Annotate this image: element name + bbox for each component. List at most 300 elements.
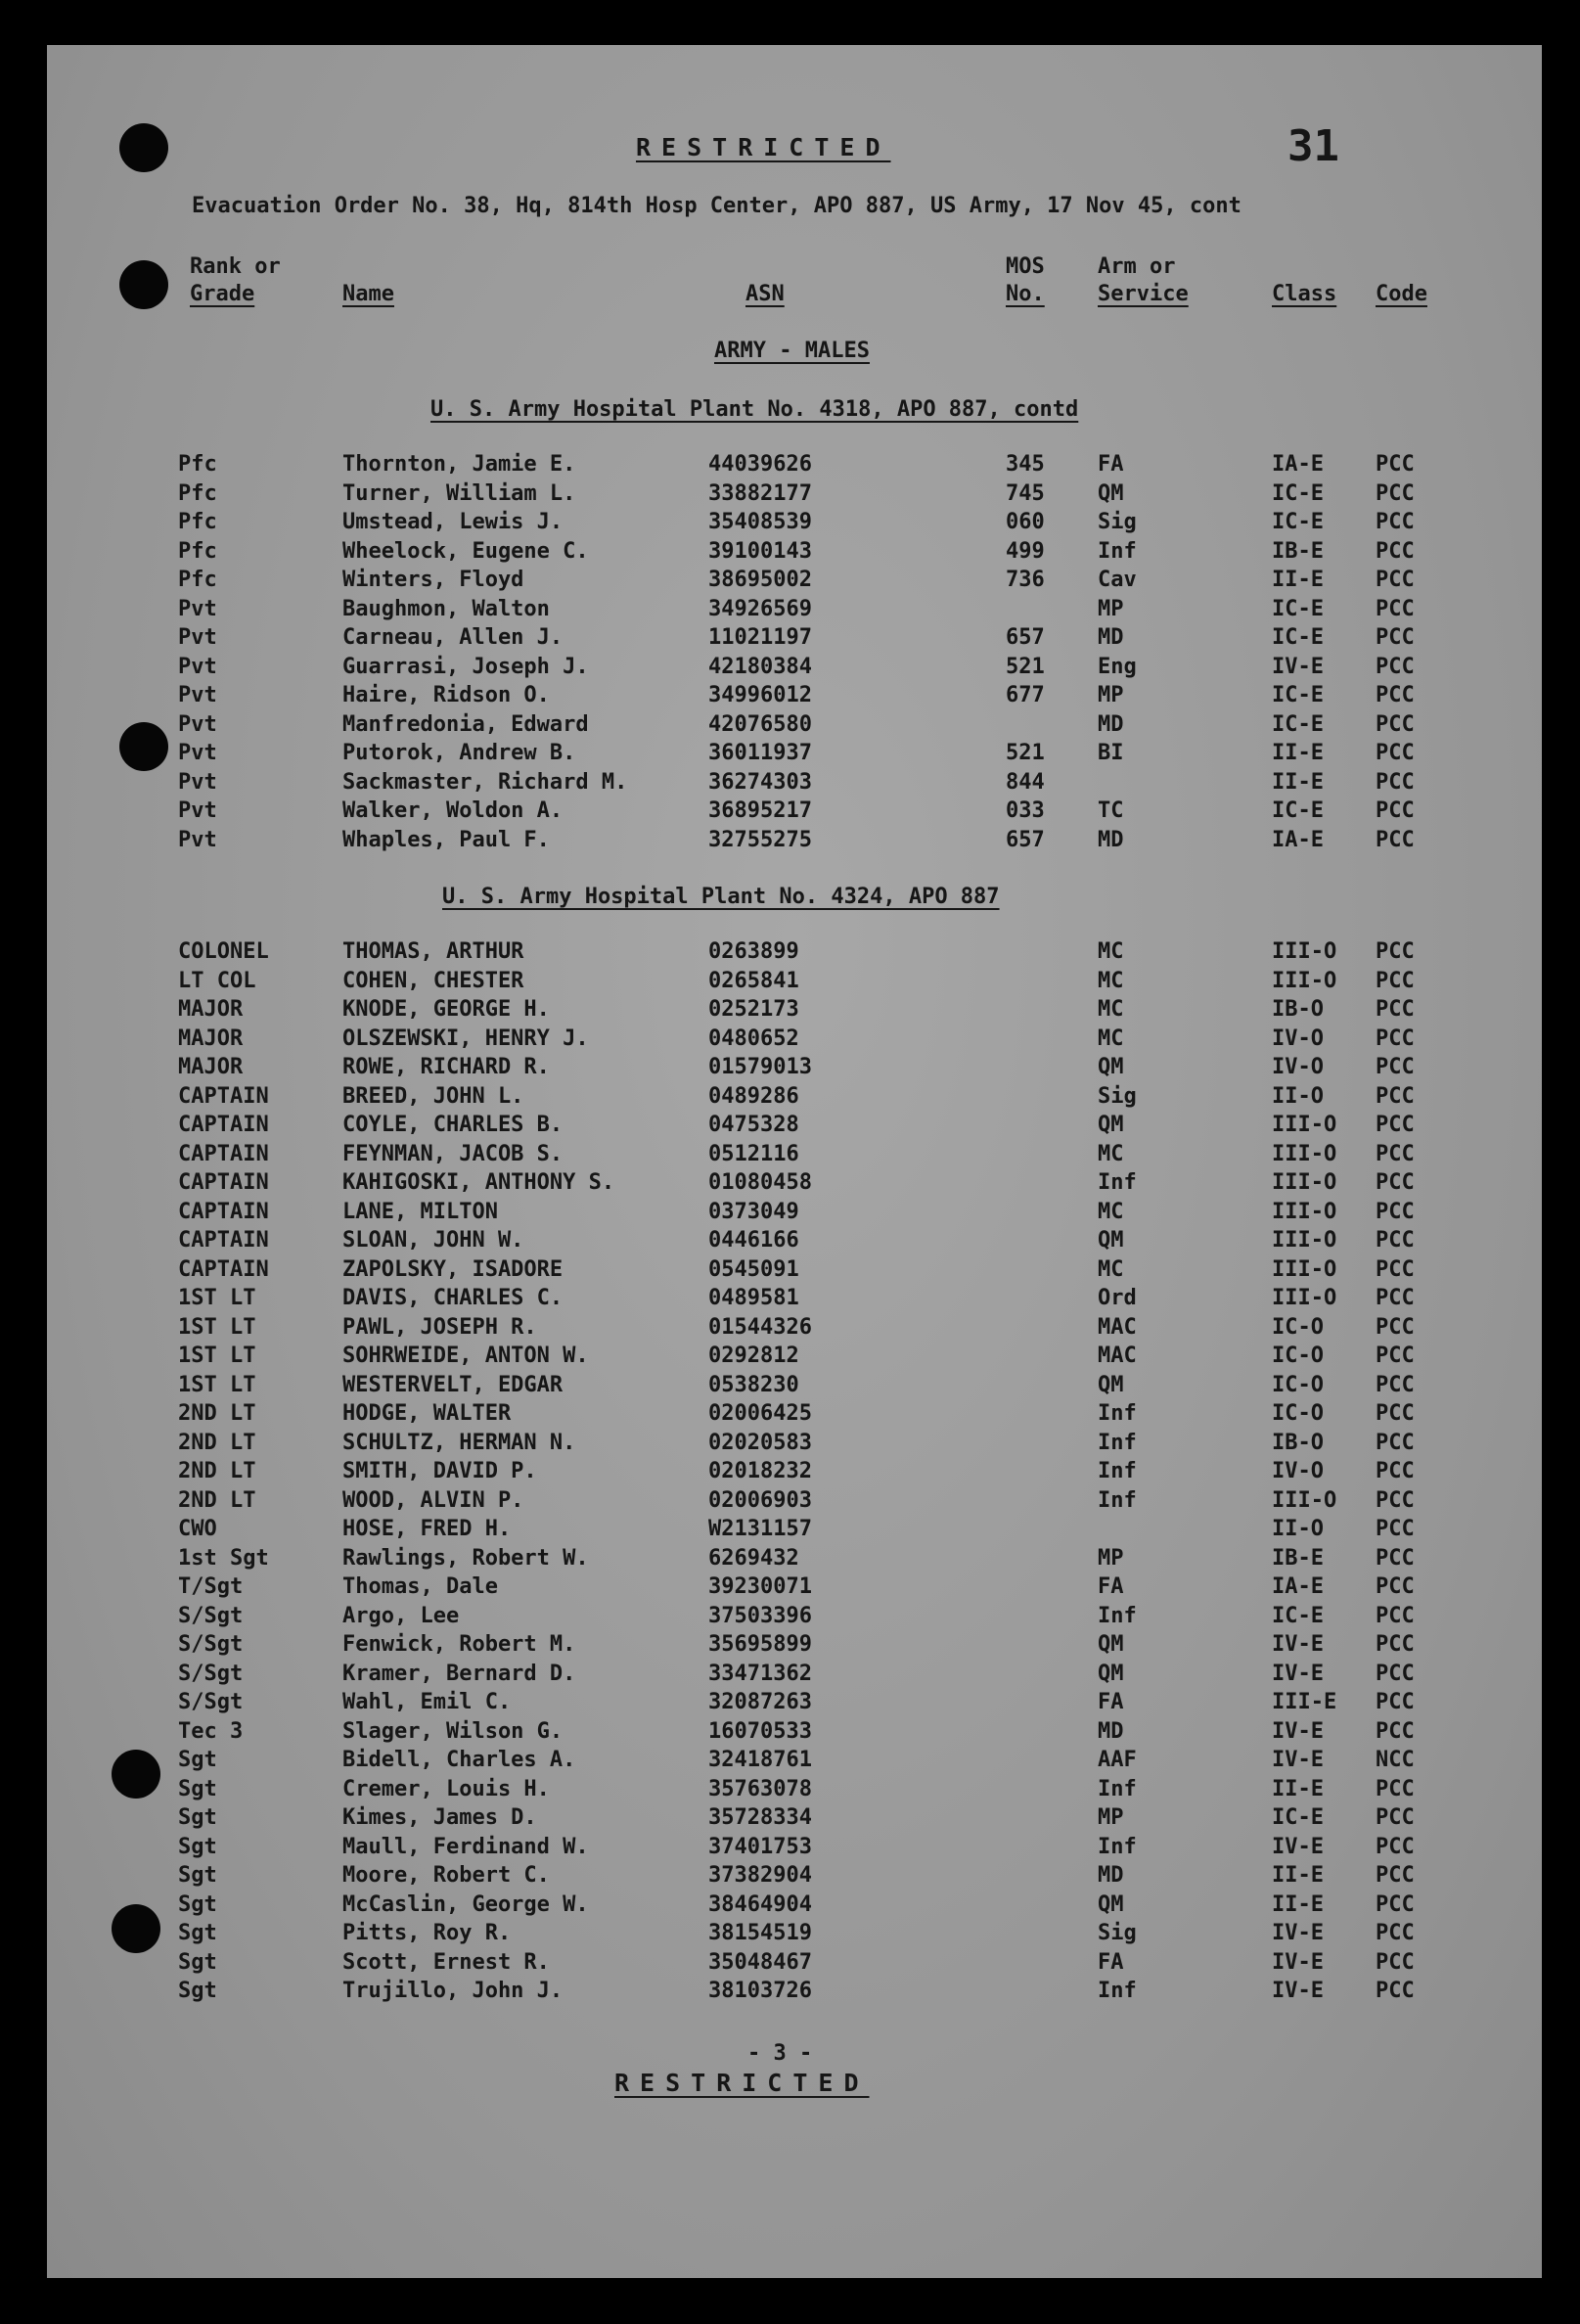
cell-class: II-E (1272, 769, 1324, 795)
cell-code: PCC (1376, 1401, 1415, 1426)
table-row (47, 1835, 1542, 1863)
cell-class: IC-E (1272, 711, 1324, 737)
cell-name: Sackmaster, Richard M. (342, 769, 628, 795)
cell-rank: MAJOR (178, 997, 244, 1022)
cell-name: ROWE, RICHARD R. (342, 1055, 550, 1079)
table-row (47, 1517, 1542, 1545)
cell-code: PCC (1376, 1025, 1415, 1051)
table-row (47, 1142, 1542, 1170)
cell-class: II-O (1272, 1083, 1324, 1109)
cell-code: PCC (1376, 1055, 1415, 1079)
cell-name: Guarrasi, Joseph J. (342, 654, 589, 679)
table-row (47, 1055, 1542, 1083)
cell-arm: MC (1098, 1199, 1124, 1224)
cell-asn: 35763078 (708, 1776, 812, 1801)
cell-arm: FA (1098, 1949, 1124, 1975)
table-row (47, 770, 1542, 798)
cell-asn: 36895217 (708, 798, 812, 823)
cell-asn: 37503396 (708, 1603, 812, 1628)
cell-class: IC-E (1272, 480, 1324, 506)
cell-code: PCC (1376, 1603, 1415, 1628)
cell-rank: 2ND LT (178, 1487, 256, 1513)
cell-rank: S/Sgt (178, 1690, 244, 1714)
cell-name: KNODE, GEORGE H. (342, 997, 550, 1022)
cell-class: IV-O (1272, 1459, 1324, 1483)
cell-asn: 01080458 (708, 1170, 812, 1195)
section2-title: U. S. Army Hospital Plant No. 4324, APO 887 (442, 885, 1000, 909)
cell-code: PCC (1376, 1545, 1415, 1571)
cell-asn: 38695002 (708, 568, 812, 592)
cell-arm: QM (1098, 1632, 1124, 1657)
cell-code: PCC (1376, 654, 1415, 679)
cell-rank: CWO (178, 1517, 217, 1541)
table-row (47, 1863, 1542, 1891)
cell-arm: Cav (1098, 568, 1137, 592)
cell-mos: 060 (1006, 510, 1045, 534)
cell-name: Manfredonia, Edward (342, 711, 589, 737)
cell-rank: Sgt (178, 1776, 217, 1801)
cell-class: IV-E (1272, 1949, 1324, 1975)
cell-rank: 2ND LT (178, 1459, 256, 1483)
cell-rank: MAJOR (178, 1025, 244, 1051)
document-page (47, 45, 1542, 2278)
cell-mos: 521 (1006, 654, 1045, 679)
cell-arm: Sig (1098, 1921, 1137, 1945)
cell-class: II-E (1272, 1863, 1324, 1888)
cell-class: IV-E (1272, 1661, 1324, 1686)
cell-name: DAVIS, CHARLES C. (342, 1286, 564, 1310)
cell-mos: 844 (1006, 769, 1045, 795)
cell-rank: Pfc (178, 568, 217, 592)
cell-class: IV-O (1272, 1055, 1324, 1079)
cell-asn: 32418761 (708, 1748, 812, 1772)
page-number: 31 (1287, 121, 1339, 171)
cell-name: Fenwick, Robert M. (342, 1632, 576, 1657)
table-row (47, 625, 1542, 654)
cell-class: II-O (1272, 1517, 1324, 1541)
cell-arm: MAC (1098, 1314, 1137, 1340)
cell-asn: 0512116 (708, 1141, 799, 1166)
cell-code: PCC (1376, 1834, 1415, 1859)
cell-rank: Sgt (178, 1863, 217, 1888)
section1-title: U. S. Army Hospital Plant No. 4318, APO 887, contd (430, 397, 1079, 422)
cell-name: SMITH, DAVID P. (342, 1459, 537, 1483)
cell-arm: QM (1098, 1228, 1124, 1253)
cell-name: Turner, William L. (342, 480, 576, 506)
cell-name: COHEN, CHESTER (342, 968, 524, 993)
cell-name: Cremer, Louis H. (342, 1776, 550, 1801)
cell-code: PCC (1376, 625, 1415, 650)
cell-code: PCC (1376, 683, 1415, 707)
cell-code: PCC (1376, 1690, 1415, 1714)
cell-rank: Pvt (178, 827, 217, 852)
table-row (47, 1719, 1542, 1748)
cell-arm: QM (1098, 1113, 1124, 1137)
table-row (47, 1257, 1542, 1286)
cell-rank: 2ND LT (178, 1401, 256, 1426)
cell-name: Kimes, James D. (342, 1805, 537, 1830)
table-row (47, 1950, 1542, 1979)
cell-class: III-O (1272, 939, 1337, 964)
footer-page-number: - 3 - (747, 2041, 813, 2066)
cell-name: PAWL, JOSEPH R. (342, 1314, 537, 1340)
cell-name: LANE, MILTON (342, 1199, 498, 1224)
cell-rank: LT COL (178, 968, 256, 993)
cell-code: PCC (1376, 1344, 1415, 1368)
table-row (47, 1777, 1542, 1805)
order-line: Evacuation Order No. 38, Hq, 814th Hosp Center, APO 887, US Army, 17 Nov 45, cont (192, 194, 1241, 218)
header-asn: ASN (745, 282, 785, 306)
cell-class: IV-E (1272, 1834, 1324, 1859)
cell-asn: 0489286 (708, 1083, 799, 1109)
header-arm-line1: Arm or (1098, 254, 1176, 279)
cell-mos: 677 (1006, 683, 1045, 707)
cell-class: IB-O (1272, 997, 1324, 1022)
cell-name: Pitts, Roy R. (342, 1921, 512, 1945)
cell-rank: Pvt (178, 711, 217, 737)
cell-asn: 16070533 (708, 1718, 812, 1744)
cell-rank: S/Sgt (178, 1661, 244, 1686)
cell-class: IV-E (1272, 654, 1324, 679)
cell-arm: Eng (1098, 654, 1137, 679)
cell-rank: COLONEL (178, 939, 269, 964)
cell-rank: Sgt (178, 1805, 217, 1830)
cell-code: PCC (1376, 1113, 1415, 1137)
cell-code: PCC (1376, 538, 1415, 564)
cell-class: IB-O (1272, 1430, 1324, 1455)
cell-name: BREED, JOHN L. (342, 1083, 524, 1109)
table-row (47, 1344, 1542, 1372)
cell-class: IC-O (1272, 1372, 1324, 1397)
cell-class: III-O (1272, 1286, 1337, 1310)
cell-name: McCaslin, George W. (342, 1891, 589, 1917)
cell-rank: Pfc (178, 480, 217, 506)
table-row (47, 597, 1542, 625)
cell-class: IC-E (1272, 1603, 1324, 1628)
cell-asn: 0252173 (708, 997, 799, 1022)
cell-rank: Pvt (178, 596, 217, 621)
cell-name: Thomas, Dale (342, 1574, 498, 1599)
cell-arm: QM (1098, 1372, 1124, 1397)
cell-class: IC-O (1272, 1314, 1324, 1340)
cell-asn: 38154519 (708, 1921, 812, 1945)
cell-rank: CAPTAIN (178, 1083, 269, 1109)
cell-arm: QM (1098, 1891, 1124, 1917)
cell-code: PCC (1376, 827, 1415, 852)
cell-name: HODGE, WALTER (342, 1401, 512, 1426)
cell-rank: 1st Sgt (178, 1545, 269, 1571)
table-row (47, 539, 1542, 568)
cell-class: IV-E (1272, 1921, 1324, 1945)
cell-asn: 36274303 (708, 769, 812, 795)
cell-class: III-O (1272, 1228, 1337, 1253)
cell-rank: CAPTAIN (178, 1228, 269, 1253)
cell-name: FEYNMAN, JACOB S. (342, 1141, 564, 1166)
cell-arm: FA (1098, 1690, 1124, 1714)
table-row (47, 1574, 1542, 1603)
cell-name: Putorok, Andrew B. (342, 741, 576, 765)
cell-rank: 1ST LT (178, 1286, 256, 1310)
cell-asn: 0373049 (708, 1199, 799, 1224)
restricted-stamp-bottom: RESTRICTED (614, 2069, 870, 2097)
cell-code: PCC (1376, 997, 1415, 1022)
group-heading: ARMY - MALES (714, 339, 870, 363)
cell-code: PCC (1376, 1487, 1415, 1513)
cell-class: IC-E (1272, 683, 1324, 707)
cell-code: PCC (1376, 510, 1415, 534)
cell-class: III-O (1272, 1141, 1337, 1166)
cell-class: IA-E (1272, 827, 1324, 852)
cell-asn: 0265841 (708, 968, 799, 993)
header-code: Code (1376, 282, 1427, 306)
cell-name: ZAPOLSKY, ISADORE (342, 1256, 564, 1282)
cell-rank: CAPTAIN (178, 1170, 269, 1195)
cell-arm: Inf (1098, 1459, 1137, 1483)
cell-code: PCC (1376, 452, 1415, 477)
cell-asn: 0446166 (708, 1228, 799, 1253)
cell-mos: 657 (1006, 827, 1045, 852)
cell-mos: 345 (1006, 452, 1045, 477)
cell-asn: 02006903 (708, 1487, 812, 1513)
cell-code: PCC (1376, 1891, 1415, 1917)
cell-arm: FA (1098, 452, 1124, 477)
cell-arm: Sig (1098, 510, 1137, 534)
cell-rank: Pfc (178, 510, 217, 534)
cell-class: IB-E (1272, 538, 1324, 564)
cell-arm: MD (1098, 827, 1124, 852)
cell-name: Bidell, Charles A. (342, 1748, 576, 1772)
cell-rank: 1ST LT (178, 1314, 256, 1340)
cell-rank: Pvt (178, 741, 217, 765)
table-row (47, 997, 1542, 1025)
cell-name: THOMAS, ARTHUR (342, 939, 524, 964)
cell-asn: 38103726 (708, 1979, 812, 2003)
cell-arm: Inf (1098, 1979, 1137, 2003)
cell-class: III-O (1272, 1487, 1337, 1513)
cell-asn: 35728334 (708, 1805, 812, 1830)
cell-code: PCC (1376, 1372, 1415, 1397)
table-row (47, 1401, 1542, 1430)
table-row (47, 828, 1542, 856)
cell-code: PCC (1376, 1863, 1415, 1888)
cell-arm: MD (1098, 1863, 1124, 1888)
table-row (47, 1748, 1542, 1776)
cell-code: PCC (1376, 1632, 1415, 1657)
cell-asn: 02018232 (708, 1459, 812, 1483)
cell-asn: 02020583 (708, 1430, 812, 1455)
cell-arm: Sig (1098, 1083, 1137, 1109)
cell-rank: CAPTAIN (178, 1199, 269, 1224)
cell-arm: AAF (1098, 1748, 1137, 1772)
cell-name: Carneau, Allen J. (342, 625, 564, 650)
table-row (47, 1026, 1542, 1055)
cell-arm: Ord (1098, 1286, 1137, 1310)
cell-arm: MC (1098, 939, 1124, 964)
table-row (47, 1113, 1542, 1141)
table-row (47, 1488, 1542, 1517)
table-row (47, 741, 1542, 769)
table-row (47, 1200, 1542, 1228)
cell-code: PCC (1376, 798, 1415, 823)
cell-code: PCC (1376, 968, 1415, 993)
cell-class: IV-E (1272, 1718, 1324, 1744)
cell-class: IC-E (1272, 596, 1324, 621)
cell-asn: 0263899 (708, 939, 799, 964)
table-row (47, 1546, 1542, 1574)
cell-arm: Inf (1098, 1401, 1137, 1426)
cell-class: IC-O (1272, 1401, 1324, 1426)
cell-asn: W2131157 (708, 1517, 812, 1541)
cell-code: PCC (1376, 1979, 1415, 2003)
cell-name: SOHRWEIDE, ANTON W. (342, 1344, 589, 1368)
cell-code: PCC (1376, 1286, 1415, 1310)
cell-name: Winters, Floyd (342, 568, 524, 592)
cell-arm: MC (1098, 997, 1124, 1022)
cell-asn: 11021197 (708, 625, 812, 650)
cell-class: III-O (1272, 1199, 1337, 1224)
cell-rank: Pvt (178, 654, 217, 679)
cell-class: IC-E (1272, 510, 1324, 534)
cell-code: PCC (1376, 741, 1415, 765)
table-row (47, 655, 1542, 683)
cell-code: PCC (1376, 1805, 1415, 1830)
table-row (47, 1632, 1542, 1661)
punch-hole (119, 123, 168, 172)
cell-code: PCC (1376, 1949, 1415, 1975)
cell-name: WOOD, ALVIN P. (342, 1487, 524, 1513)
cell-rank: Pfc (178, 538, 217, 564)
table-row (47, 1084, 1542, 1113)
header-rank-line1: Rank or (190, 254, 281, 279)
cell-rank: CAPTAIN (178, 1141, 269, 1166)
cell-name: WESTERVELT, EDGAR (342, 1372, 564, 1397)
cell-mos: 745 (1006, 480, 1045, 506)
cell-arm: QM (1098, 1661, 1124, 1686)
cell-arm: TC (1098, 798, 1124, 823)
cell-arm: Inf (1098, 1430, 1137, 1455)
cell-name: Baughmon, Walton (342, 596, 550, 621)
header-name: Name (342, 282, 394, 306)
header-arm-line2: Service (1098, 282, 1189, 306)
table-row (47, 452, 1542, 480)
cell-class: III-O (1272, 1256, 1337, 1282)
cell-arm: Inf (1098, 538, 1137, 564)
cell-arm: MC (1098, 1256, 1124, 1282)
cell-class: III-O (1272, 968, 1337, 993)
cell-mos: 521 (1006, 741, 1045, 765)
cell-code: PCC (1376, 568, 1415, 592)
table-row (47, 1921, 1542, 1949)
cell-rank: Pvt (178, 683, 217, 707)
cell-asn: 34996012 (708, 683, 812, 707)
cell-code: PCC (1376, 1141, 1415, 1166)
cell-arm: MD (1098, 625, 1124, 650)
cell-class: IV-O (1272, 1025, 1324, 1051)
cell-asn: 32087263 (708, 1690, 812, 1714)
cell-class: IA-E (1272, 452, 1324, 477)
cell-class: II-E (1272, 568, 1324, 592)
cell-asn: 44039626 (708, 452, 812, 477)
cell-asn: 36011937 (708, 741, 812, 765)
cell-code: PCC (1376, 711, 1415, 737)
table-row (47, 568, 1542, 596)
cell-class: III-O (1272, 1113, 1337, 1137)
cell-name: HOSE, FRED H. (342, 1517, 512, 1541)
table-row (47, 1604, 1542, 1632)
cell-rank: Sgt (178, 1949, 217, 1975)
cell-asn: 37382904 (708, 1863, 812, 1888)
cell-class: IV-E (1272, 1632, 1324, 1657)
cell-arm: MC (1098, 968, 1124, 993)
cell-name: Scott, Ernest R. (342, 1949, 550, 1975)
cell-code: PCC (1376, 1517, 1415, 1541)
table-row (47, 1315, 1542, 1344)
cell-rank: Pvt (178, 625, 217, 650)
cell-arm: FA (1098, 1574, 1124, 1599)
table-row (47, 1892, 1542, 1921)
cell-rank: 1ST LT (178, 1372, 256, 1397)
table-row (47, 1690, 1542, 1718)
cell-class: II-E (1272, 741, 1324, 765)
cell-arm: QM (1098, 1055, 1124, 1079)
cell-asn: 0489581 (708, 1286, 799, 1310)
cell-name: SCHULTZ, HERMAN N. (342, 1430, 576, 1455)
cell-rank: CAPTAIN (178, 1113, 269, 1137)
cell-arm: MAC (1098, 1344, 1137, 1368)
cell-asn: 42180384 (708, 654, 812, 679)
cell-code: PCC (1376, 596, 1415, 621)
cell-asn: 32755275 (708, 827, 812, 852)
cell-name: SLOAN, JOHN W. (342, 1228, 524, 1253)
cell-class: IV-E (1272, 1748, 1324, 1772)
cell-asn: 34926569 (708, 596, 812, 621)
cell-rank: S/Sgt (178, 1603, 244, 1628)
cell-asn: 02006425 (708, 1401, 812, 1426)
cell-asn: 0545091 (708, 1256, 799, 1282)
cell-class: II-E (1272, 1776, 1324, 1801)
cell-name: Slager, Wilson G. (342, 1718, 564, 1744)
cell-code: PCC (1376, 1430, 1415, 1455)
cell-rank: 2ND LT (178, 1430, 256, 1455)
cell-arm: MC (1098, 1141, 1124, 1166)
cell-class: IC-E (1272, 798, 1324, 823)
table-row (47, 939, 1542, 968)
cell-class: IV-E (1272, 1979, 1324, 2003)
cell-name: Whaples, Paul F. (342, 827, 550, 852)
cell-code: PCC (1376, 1228, 1415, 1253)
cell-rank: Tec 3 (178, 1718, 244, 1744)
cell-asn: 0292812 (708, 1344, 799, 1368)
cell-rank: Sgt (178, 1891, 217, 1917)
cell-rank: S/Sgt (178, 1632, 244, 1657)
cell-class: IB-E (1272, 1545, 1324, 1571)
cell-rank: Pvt (178, 798, 217, 823)
table-row (47, 683, 1542, 711)
cell-name: Walker, Woldon A. (342, 798, 564, 823)
cell-asn: 01579013 (708, 1055, 812, 1079)
cell-asn: 35695899 (708, 1632, 812, 1657)
table-row (47, 1662, 1542, 1690)
cell-rank: Sgt (178, 1979, 217, 2003)
cell-code: PCC (1376, 1170, 1415, 1195)
cell-name: Argo, Lee (342, 1603, 460, 1628)
cell-arm: MD (1098, 711, 1124, 737)
cell-rank: Pfc (178, 452, 217, 477)
cell-rank: Pvt (178, 769, 217, 795)
cell-arm: Inf (1098, 1603, 1137, 1628)
cell-code: NCC (1376, 1748, 1415, 1772)
cell-class: IC-E (1272, 625, 1324, 650)
